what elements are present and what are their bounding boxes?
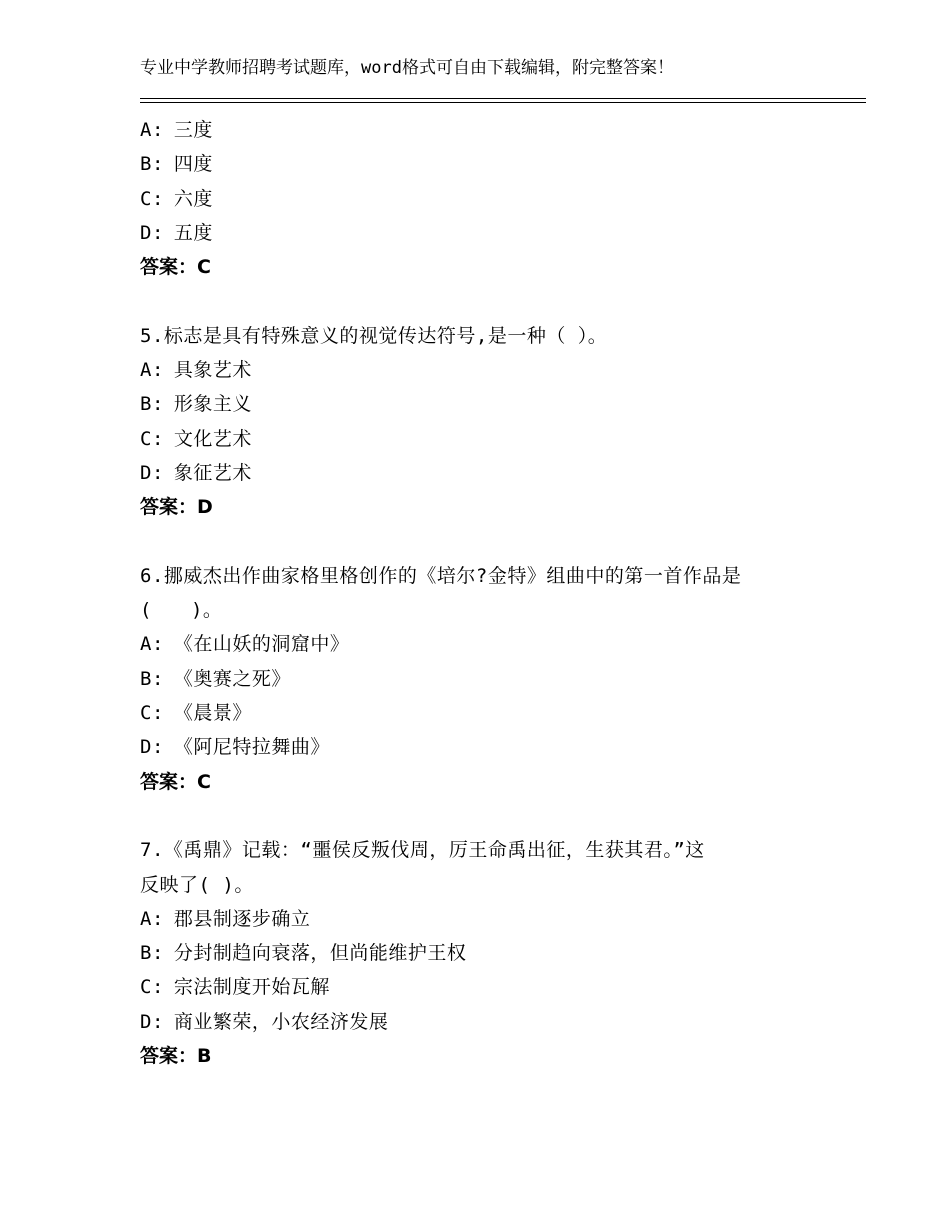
option-a: A: 具象艺术	[140, 359, 252, 382]
question-stem-line1: 6.挪威杰出作曲家格里格创作的《培尔?金特》组曲中的第一首作品是	[140, 564, 742, 587]
header-rule-bottom	[140, 102, 866, 103]
option-c: C: 六度	[140, 187, 213, 210]
header-rule-top	[140, 98, 866, 99]
answer-line: 答案：D	[140, 496, 213, 519]
option-a: A: 《在山妖的洞窟中》	[140, 633, 350, 656]
question-5	[140, 319, 830, 525]
option-d: D: 五度	[140, 221, 213, 244]
page-header: 专业中学教师招聘考试题库，word格式可自由下载编辑，附完整答案！	[140, 58, 674, 78]
question-7	[140, 833, 830, 1073]
spacer	[140, 284, 830, 318]
option-c: C: 宗法制度开始瓦解	[140, 976, 330, 999]
option-a: A: 三度	[140, 119, 213, 141]
question-6	[140, 559, 830, 799]
answer-line: 答案：C	[140, 256, 211, 279]
question-stem-line2: ( )。	[140, 599, 223, 622]
option-c: C: 文化艺术	[140, 427, 252, 450]
answer-line: 答案：C	[140, 770, 211, 793]
option-b: B: 分封制趋向衰落，但尚能维护王权	[140, 942, 467, 965]
question-list	[140, 113, 830, 1073]
question-stem-line1: 7.《禹鼎》记载：“噩侯反叛伐周，厉王命禹出征，生获其君。”这	[140, 839, 705, 862]
option-b: B: 《奥赛之死》	[140, 667, 291, 690]
answer-line: 答案：B	[140, 1045, 212, 1068]
option-b: B: 四度	[140, 153, 213, 176]
spacer	[140, 525, 830, 559]
spacer	[140, 799, 830, 833]
question-stem-line2: 反映了( )。	[140, 873, 254, 896]
question-stem: 5.标志是具有特殊意义的视觉传达符号,是一种（ ）。	[140, 324, 608, 347]
option-d: D: 《阿尼特拉舞曲》	[140, 736, 330, 759]
question-partial	[140, 113, 830, 284]
option-c: C: 《晨景》	[140, 702, 252, 725]
option-b: B: 形象主义	[140, 393, 252, 416]
option-d: D: 商业繁荣，小农经济发展	[140, 1010, 389, 1033]
option-a: A: 郡县制逐步确立	[140, 907, 311, 930]
option-d: D: 象征艺术	[140, 461, 252, 484]
